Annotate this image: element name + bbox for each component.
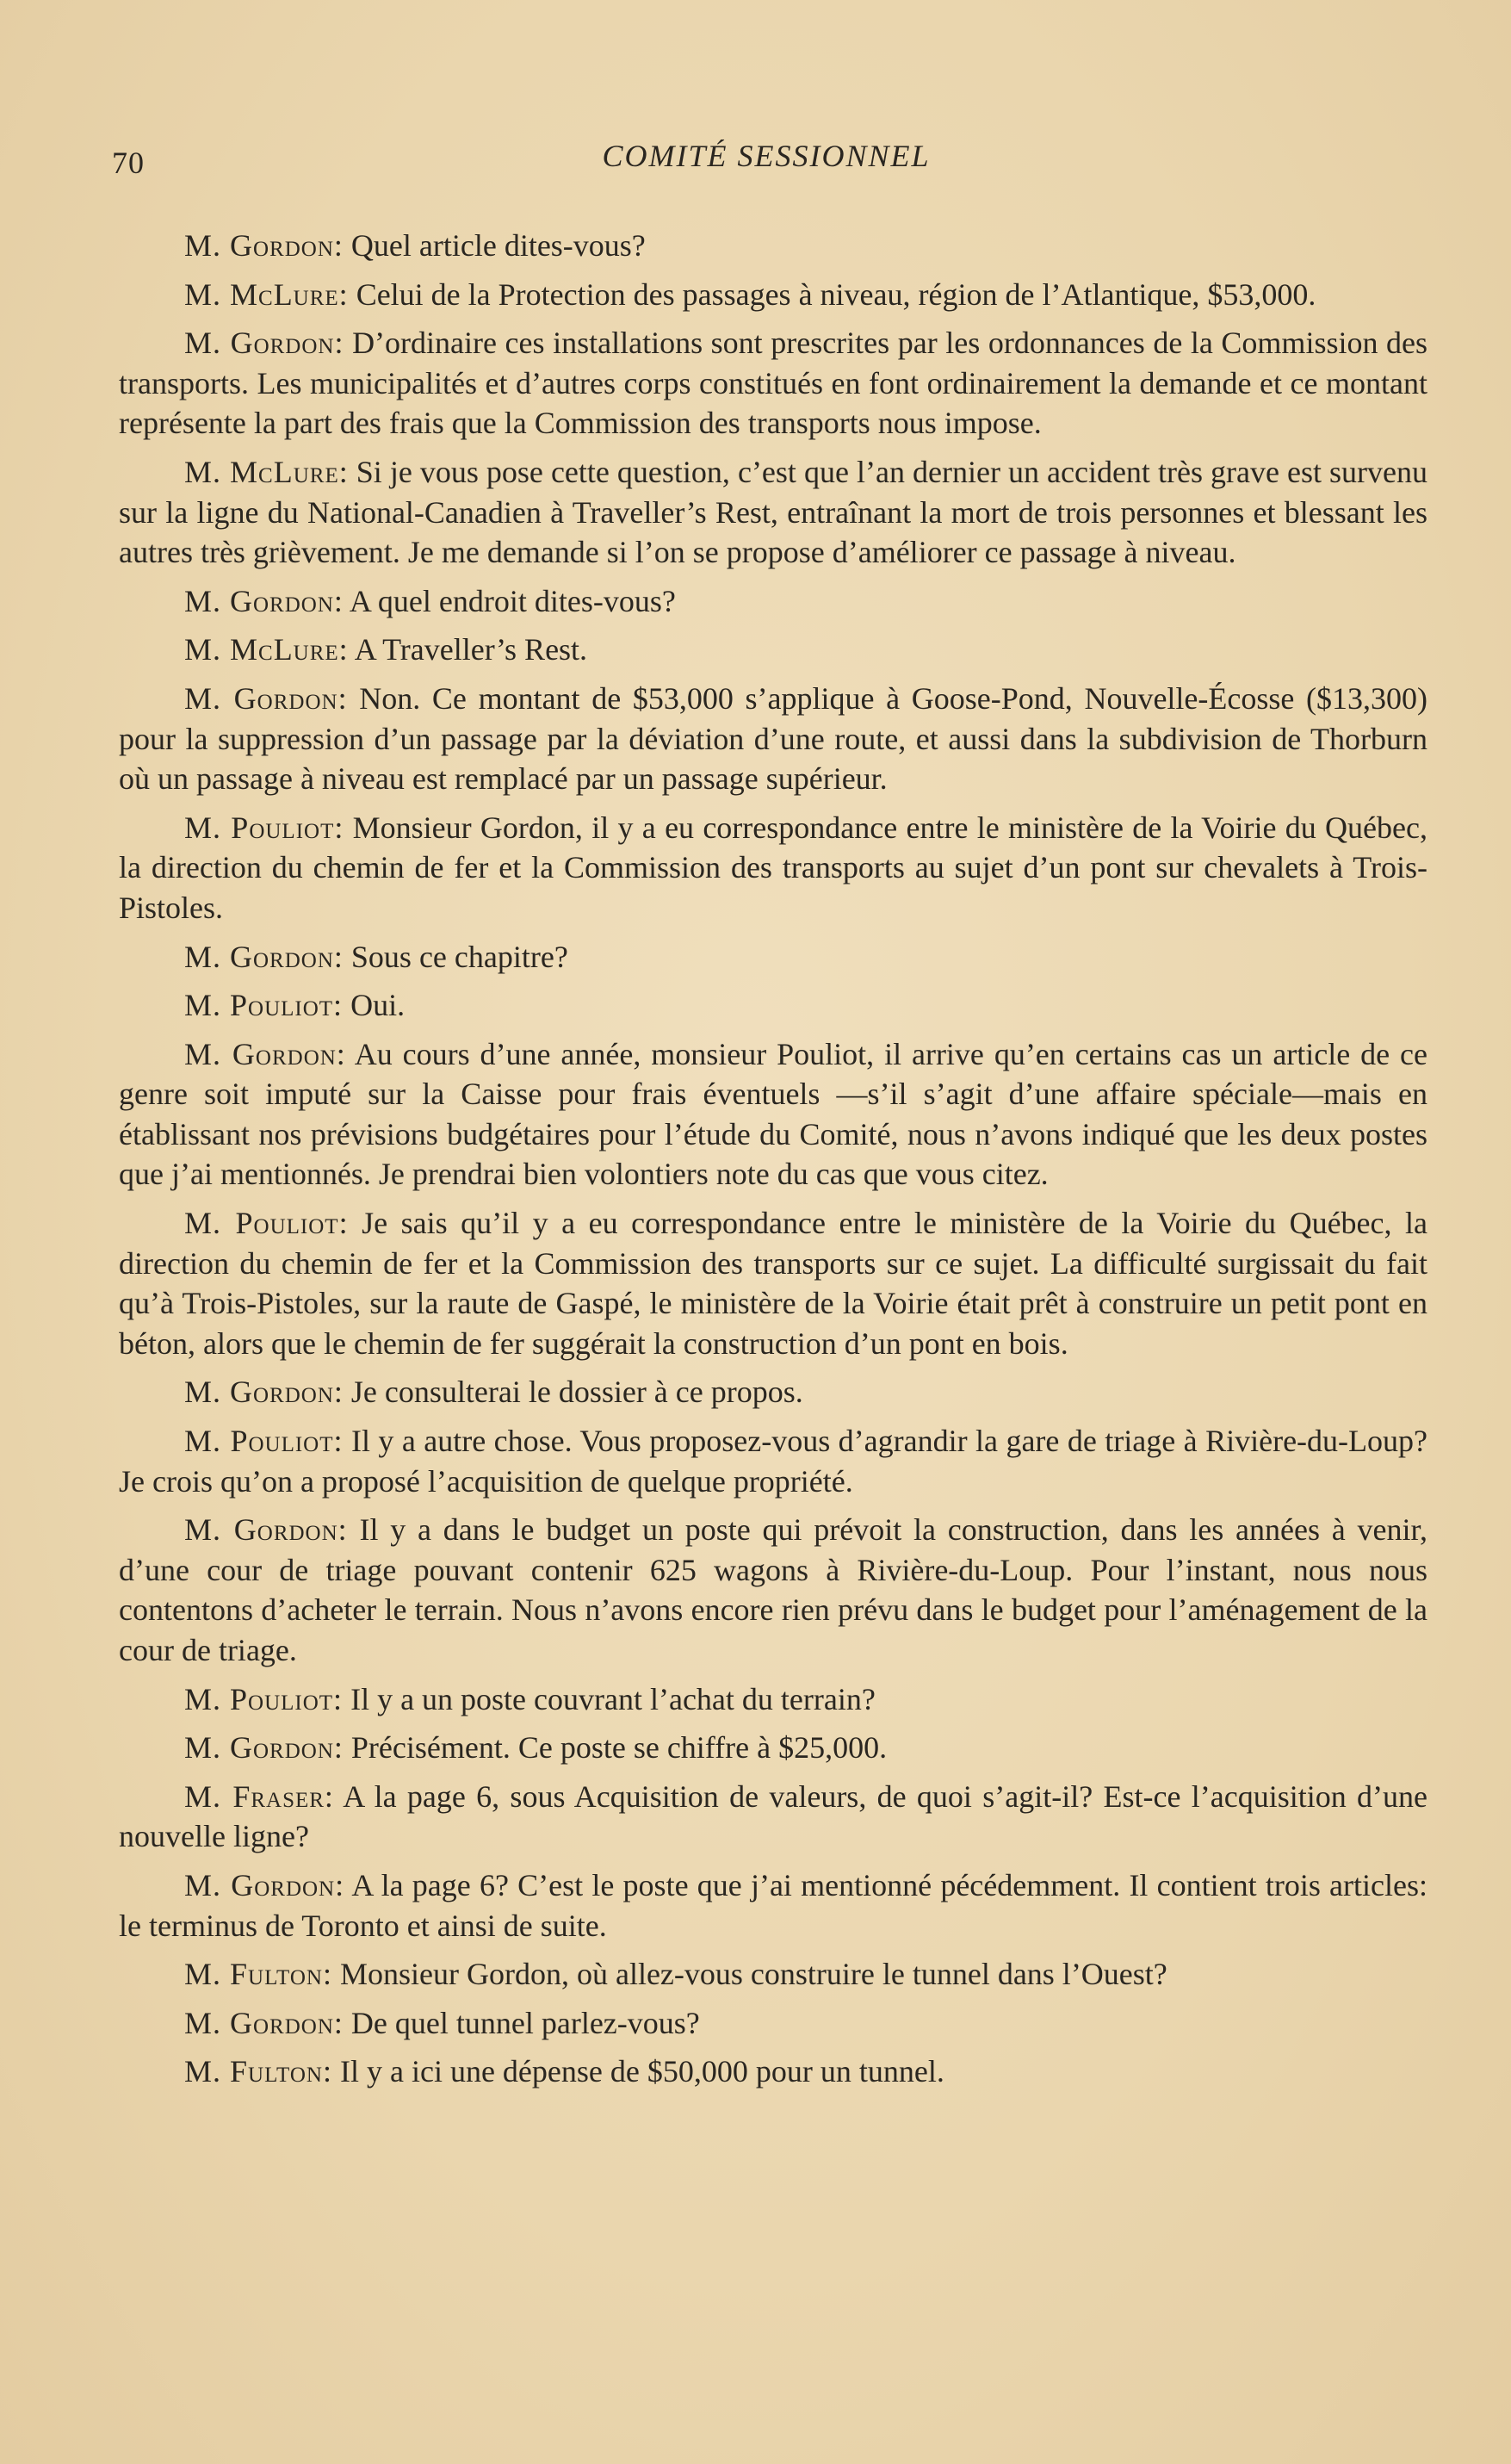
dialogue-paragraph	[119, 1728, 1427, 1768]
speech-text: Il y a ici une dépense de $50,000 pour un tunnel.	[340, 2054, 944, 2089]
speaker-name: M. Gordon:	[184, 2005, 344, 2040]
speech-text: Précisément. Ce poste se chiffre à $25,000.	[350, 1730, 888, 1766]
speaker-name: M. Gordon:	[184, 1730, 344, 1766]
page-number: 70	[112, 146, 145, 180]
dialogue-paragraph	[119, 226, 1427, 266]
speaker-name: M. Fulton:	[184, 2054, 332, 2089]
dialogue-paragraph	[119, 1421, 1427, 1501]
speaker-name: M. Pouliot:	[184, 988, 344, 1023]
dialogue-paragraph	[119, 1954, 1427, 1995]
speaker-name: M. Gordon:	[184, 1867, 345, 1902]
speech-text: A Traveller’s Rest.	[354, 632, 588, 667]
dialogue-paragraph	[119, 323, 1427, 444]
speaker-name: M. McLure:	[184, 276, 349, 312]
speaker-name: M. McLure:	[184, 454, 349, 489]
speaker-name: M. Gordon:	[184, 939, 344, 974]
speaker-name: M. Gordon:	[184, 1036, 346, 1071]
speech-text: Oui.	[350, 988, 406, 1023]
speech-text: Si je vous pose cette question, c’est que l’an dernier un accident très grave est survenu sur la ligne du National-Canadien à Traveller’s Rest, entraînant la mort de trois personnes et blessant les autres très grièvement. Je me demande si l’on se propose d’améliorer ce passage à niveau.	[119, 454, 1427, 570]
dialogue-paragraph	[119, 275, 1427, 315]
speech-text: Quel article dites-vous?	[350, 228, 646, 263]
speaker-name: M. Fulton:	[184, 1957, 332, 1992]
speech-text: De quel tunnel parlez-vous?	[350, 2005, 700, 2040]
speech-text: Sous ce chapitre?	[350, 939, 568, 974]
dialogue-paragraph	[119, 452, 1427, 573]
page-header	[112, 138, 1421, 189]
speech-text: Celui de la Protection des passages à niveau, région de l’Atlantique, $53,000.	[356, 276, 1316, 312]
speech-text: Je consulterai le dossier à ce propos.	[350, 1375, 803, 1410]
speech-text: D’ordinaire ces installations sont prescrites par les ordonnances de la Commission des transports. Les municipalités et d’autres corps constitués en font ordinairement la demande et ce montant représente la part des frais que la Commission des transports nous impose.	[119, 326, 1428, 441]
dialogue-paragraph	[119, 1865, 1427, 1946]
dialogue-paragraph	[119, 630, 1427, 670]
speaker-name: M. Pouliot:	[184, 810, 344, 845]
dialogue-paragraph	[119, 1372, 1427, 1412]
dialogue-paragraph	[119, 1203, 1427, 1363]
transcript-body	[119, 226, 1427, 2101]
speech-text: A quel endroit dites-vous?	[349, 583, 676, 618]
speech-text: Il y a un poste couvrant l’achat du terrain?	[350, 1681, 876, 1716]
dialogue-paragraph	[119, 1034, 1427, 1195]
speech-text: Non. Ce montant de $53,000 s’applique à Goose-Pond, Nouvelle-Écosse ($13,300) pour la suppression d’un passage par la déviation d’une route, et aussi dans la subdivision de Thorburn où un passage à niveau est remplacé par un passage supérieur.	[119, 680, 1428, 797]
dialogue-paragraph	[119, 581, 1427, 622]
speech-text: Monsieur Gordon, il y a eu correspondance entre le ministère de la Voirie du Québec, la direction du chemin de fer et la Commission des transports au sujet d’un pont sur chevalets à Trois-Pistoles.	[119, 810, 1427, 925]
speech-text: Il y a autre chose. Vous proposez-vous d’agrandir la gare de triage à Rivière-du-Loup? Je crois qu’on a proposé l’acquisition de quelque propriété.	[119, 1424, 1427, 1499]
dialogue-paragraph	[119, 2003, 1427, 2044]
speaker-name: M. Gordon:	[184, 228, 344, 263]
speech-text: A la page 6, sous Acquisition de valeurs, de quoi s’agit-il? Est-ce l’acquisition d’une nouvelle ligne?	[119, 1778, 1427, 1854]
dialogue-paragraph	[119, 937, 1427, 978]
speech-text: Au cours d’une année, monsieur Pouliot, il arrive qu’en certains cas un article de ce genre soit imputé sur la Caisse pour frais éventuels —s’il s’agit d’une affaire spéciale—mais en établissant nos prévisions budgétaires pour l’étude du Comité, nous n’avons indiqué que les deux postes que j’ai mentionnés. Je prendrai bien volontiers note du cas que vous citez.	[119, 1036, 1427, 1192]
speech-text: Je sais qu’il y a eu correspondance entre le ministère de la Voirie du Québec, la direction du chemin de fer et la Commission des transports sur ce sujet. La difficulté surgissait du fait qu’à Trois-Pistoles, sur la raute de Gaspé, le ministère de la Voirie était prêt à construire un petit pont en béton, alors que le chemin de fer suggérait la construction d’un pont en bois.	[119, 1206, 1427, 1361]
speech-text: A la page 6? C’est le poste que j’ai mentionné pécédemment. Il contient trois articles: le terminus de Toronto et ainsi de suite.	[119, 1867, 1427, 1943]
dialogue-paragraph	[119, 985, 1427, 1026]
dialogue-paragraph	[119, 1510, 1427, 1670]
speaker-name: M. Pouliot:	[184, 1681, 344, 1716]
speaker-name: M. McLure:	[184, 632, 349, 667]
dialogue-paragraph	[119, 1777, 1427, 1857]
dialogue-paragraph	[119, 808, 1427, 928]
dialogue-paragraph	[119, 2051, 1427, 2092]
speaker-name: M. Fraser:	[184, 1778, 334, 1814]
speech-text: Il y a dans le budget un poste qui prévoit la construction, dans les années à venir, d’une cour de triage pouvant contenir 625 wagons à Rivière-du-Loup. Pour l’instant, nous nous contentons d’acheter le terrain. Nous n’avons encore rien prévu dans le budget pour l’aménagement de la cour de triage.	[119, 1512, 1427, 1667]
dialogue-paragraph	[119, 1679, 1427, 1720]
speaker-name: M. Gordon:	[184, 1512, 348, 1548]
running-title: COMITÉ SESSIONNEL	[602, 139, 931, 173]
speaker-name: M. Gordon:	[184, 583, 344, 618]
speaker-name: M. Pouliot:	[184, 1424, 344, 1459]
dialogue-paragraph	[119, 679, 1427, 799]
speaker-name: M. Gordon:	[184, 680, 348, 716]
speech-text: Monsieur Gordon, où allez-vous construire le tunnel dans l’Ouest?	[340, 1957, 1167, 1992]
speaker-name: M. Gordon:	[184, 1375, 344, 1410]
speaker-name: M. Pouliot:	[184, 1206, 349, 1241]
speaker-name: M. Gordon:	[184, 326, 344, 361]
